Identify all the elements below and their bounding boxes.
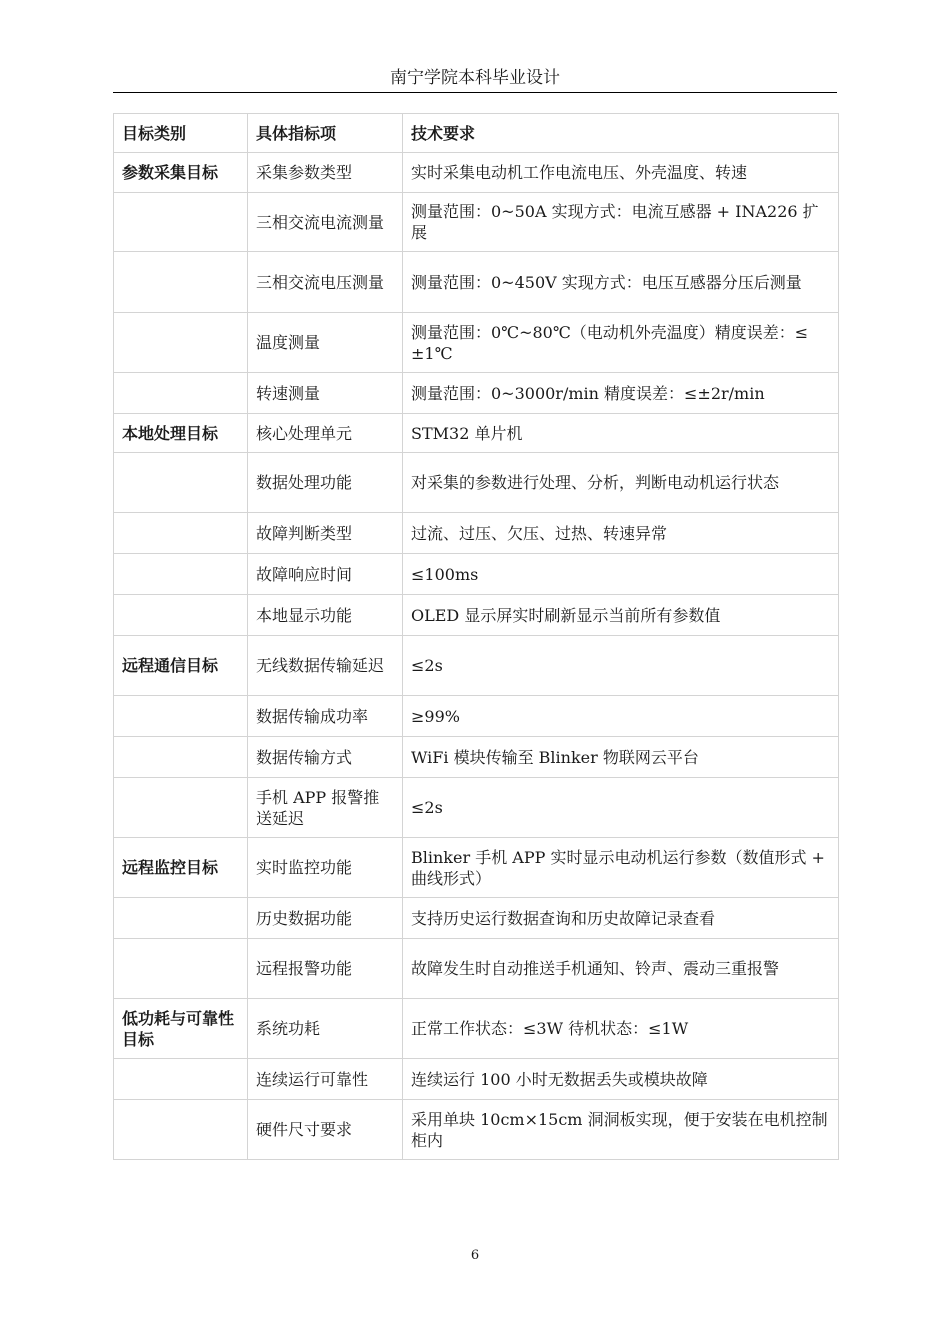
item-cell: 数据传输方式 — [248, 737, 403, 778]
item-cell: 系统功耗 — [248, 999, 403, 1059]
requirement-cell: ≤2s — [403, 636, 839, 696]
item-cell: 核心处理单元 — [248, 414, 403, 453]
item-cell: 硬件尺寸要求 — [248, 1100, 403, 1160]
table-row — [114, 373, 839, 414]
column-header: 目标类别 — [114, 114, 248, 153]
item-cell: 实时监控功能 — [248, 838, 403, 898]
table-row — [114, 1059, 839, 1100]
category-cell — [114, 737, 248, 778]
item-cell: 三相交流电压测量 — [248, 252, 403, 313]
category-cell — [114, 193, 248, 252]
table-row — [114, 313, 839, 373]
item-cell: 故障响应时间 — [248, 554, 403, 595]
requirement-cell: 测量范围：0℃~80℃（电动机外壳温度）精度误差：≤±1℃ — [403, 313, 839, 373]
item-cell: 采集参数类型 — [248, 153, 403, 193]
requirement-cell: Blinker 手机 APP 实时显示电动机运行参数（数值形式 + 曲线形式） — [403, 838, 839, 898]
requirements-table — [113, 113, 839, 1160]
requirement-cell: 测量范围：0~3000r/min 精度误差：≤±2r/min — [403, 373, 839, 414]
table-row — [114, 554, 839, 595]
category-cell — [114, 513, 248, 554]
category-cell — [114, 373, 248, 414]
category-cell — [114, 595, 248, 636]
table-header-row — [114, 114, 839, 153]
table-row — [114, 153, 839, 193]
requirement-cell: OLED 显示屏实时刷新显示当前所有参数值 — [403, 595, 839, 636]
requirement-cell: STM32 单片机 — [403, 414, 839, 453]
table-row — [114, 999, 839, 1059]
category-cell — [114, 1100, 248, 1160]
table-row — [114, 1100, 839, 1160]
table-row — [114, 939, 839, 999]
requirement-cell: ≤2s — [403, 778, 839, 838]
category-cell — [114, 939, 248, 999]
requirement-cell: 采用单块 10cm×15cm 洞洞板实现，便于安装在电机控制柜内 — [403, 1100, 839, 1160]
item-cell: 三相交流电流测量 — [248, 193, 403, 252]
table-row — [114, 838, 839, 898]
page-header: 南宁学院本科毕业设计 — [113, 66, 837, 93]
category-cell — [114, 554, 248, 595]
item-cell: 故障判断类型 — [248, 513, 403, 554]
category-cell: 远程通信目标 — [114, 636, 248, 696]
item-cell: 数据传输成功率 — [248, 696, 403, 737]
requirement-cell: 测量范围：0~50A 实现方式：电流互感器 + INA226 扩展 — [403, 193, 839, 252]
category-cell — [114, 313, 248, 373]
item-cell: 连续运行可靠性 — [248, 1059, 403, 1100]
item-cell: 温度测量 — [248, 313, 403, 373]
requirement-cell: WiFi 模块传输至 Blinker 物联网云平台 — [403, 737, 839, 778]
item-cell: 本地显示功能 — [248, 595, 403, 636]
requirement-cell: 对采集的参数进行处理、分析，判断电动机运行状态 — [403, 453, 839, 513]
table-row — [114, 898, 839, 939]
table-row — [114, 595, 839, 636]
category-cell — [114, 252, 248, 313]
item-cell: 无线数据传输延迟 — [248, 636, 403, 696]
requirement-cell: 正常工作状态：≤3W 待机状态：≤1W — [403, 999, 839, 1059]
requirement-cell: 连续运行 100 小时无数据丢失或模块故障 — [403, 1059, 839, 1100]
category-cell — [114, 778, 248, 838]
table-row — [114, 453, 839, 513]
category-cell: 参数采集目标 — [114, 153, 248, 193]
item-cell: 手机 APP 报警推送延迟 — [248, 778, 403, 838]
table-row — [114, 696, 839, 737]
item-cell: 转速测量 — [248, 373, 403, 414]
category-cell: 远程监控目标 — [114, 838, 248, 898]
requirement-cell: ≤100ms — [403, 554, 839, 595]
category-cell — [114, 453, 248, 513]
table-row — [114, 252, 839, 313]
category-cell: 本地处理目标 — [114, 414, 248, 453]
table-row — [114, 737, 839, 778]
requirement-cell: 故障发生时自动推送手机通知、铃声、震动三重报警 — [403, 939, 839, 999]
table-row — [114, 513, 839, 554]
table-row — [114, 414, 839, 453]
requirement-cell: 测量范围：0~450V 实现方式：电压互感器分压后测量 — [403, 252, 839, 313]
table-row — [114, 636, 839, 696]
column-header: 具体指标项 — [248, 114, 403, 153]
requirement-cell: 支持历史运行数据查询和历史故障记录查看 — [403, 898, 839, 939]
category-cell: 低功耗与可靠性目标 — [114, 999, 248, 1059]
column-header: 技术要求 — [403, 114, 839, 153]
page-number: 6 — [470, 1248, 480, 1263]
requirement-cell: ≥99% — [403, 696, 839, 737]
category-cell — [114, 898, 248, 939]
category-cell — [114, 1059, 248, 1100]
item-cell: 数据处理功能 — [248, 453, 403, 513]
requirement-cell: 过流、过压、欠压、过热、转速异常 — [403, 513, 839, 554]
category-cell — [114, 696, 248, 737]
item-cell: 历史数据功能 — [248, 898, 403, 939]
requirement-cell: 实时采集电动机工作电流电压、外壳温度、转速 — [403, 153, 839, 193]
item-cell: 远程报警功能 — [248, 939, 403, 999]
table-row — [114, 778, 839, 838]
table-row — [114, 193, 839, 252]
